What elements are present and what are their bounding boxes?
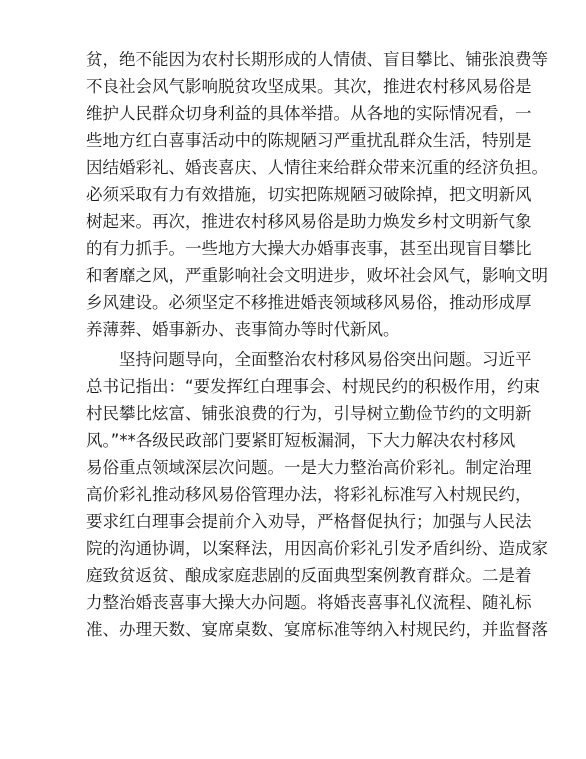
text-line: 必须采取有力有效措施，切实把陈规陋习破除掉，把文明新风 xyxy=(86,185,532,204)
text-line: 准、办理天数、宴席桌数、宴席标准等纳入村规民约，并监督落 xyxy=(86,620,548,639)
text-line: 养薄葬、婚事新办、丧事简办等时代新风。 xyxy=(86,320,400,339)
text-line: 树起来。再次，推进农村移风易俗是助力焕发乡村文明新气象 xyxy=(86,212,532,231)
text-line: 风。”**各级民政部门要紧盯短板漏洞，下大力解决农村移风 xyxy=(86,431,516,450)
text-line: 要求红白理事会提前介入劝导，严格督促执行；加强与人民法 xyxy=(86,512,532,531)
text-line: 的有力抓手。一些地方大操大办婚事丧事，甚至出现盲目攀比 xyxy=(86,239,532,258)
text-line: 不良社会风气影响脱贫攻坚成果。其次，推进农村移风易俗是 xyxy=(86,77,532,96)
text-line: 乡风建设。必须坚定不移推进婚丧领域移风易俗，推动形成厚 xyxy=(86,293,532,312)
text-line: 高价彩礼推动移风易俗管理办法，将彩礼标准写入村规民约， xyxy=(86,485,532,504)
text-line: 和奢靡之风，严重影响社会文明进步，败坏社会风气，影响文明 xyxy=(86,266,548,285)
text-line: 村民攀比炫富、铺张浪费的行为，引导树立勤俭节约的文明新 xyxy=(86,404,532,423)
text-line: 维护人民群众切身利益的具体举措。从各地的实际情况看，一 xyxy=(86,104,532,123)
text-line: 力整治婚丧喜事大操大办问题。将婚丧喜事礼仪流程、随礼标 xyxy=(86,593,532,612)
text-line: 因结婚彩礼、婚丧喜庆、人情往来给群众带来沉重的经济负担。 xyxy=(86,158,548,177)
text-line: 坚持问题导向，全面整治农村移风易俗突出问题。习近平 xyxy=(119,350,532,369)
text-line: 院的沟通协调，以案释法，用因高价彩礼引发矛盾纠纷、造成家 xyxy=(86,539,548,558)
text-line: 总书记指出：“要发挥红白理事会、村规民约的积极作用，约束 xyxy=(86,377,541,396)
text-line: 易俗重点领域深层次问题。一是大力整治高价彩礼。制定治理 xyxy=(86,458,532,477)
text-line: 庭致贫返贫、酿成家庭悲剧的反面典型案例教育群众。二是着 xyxy=(86,566,532,585)
text-line: 些地方红白喜事活动中的陈规陋习严重扰乱群众生活，特别是 xyxy=(86,131,532,150)
text-line: 贫，绝不能因为农村长期形成的人情债、盲目攀比、铺张浪费等 xyxy=(86,50,548,69)
